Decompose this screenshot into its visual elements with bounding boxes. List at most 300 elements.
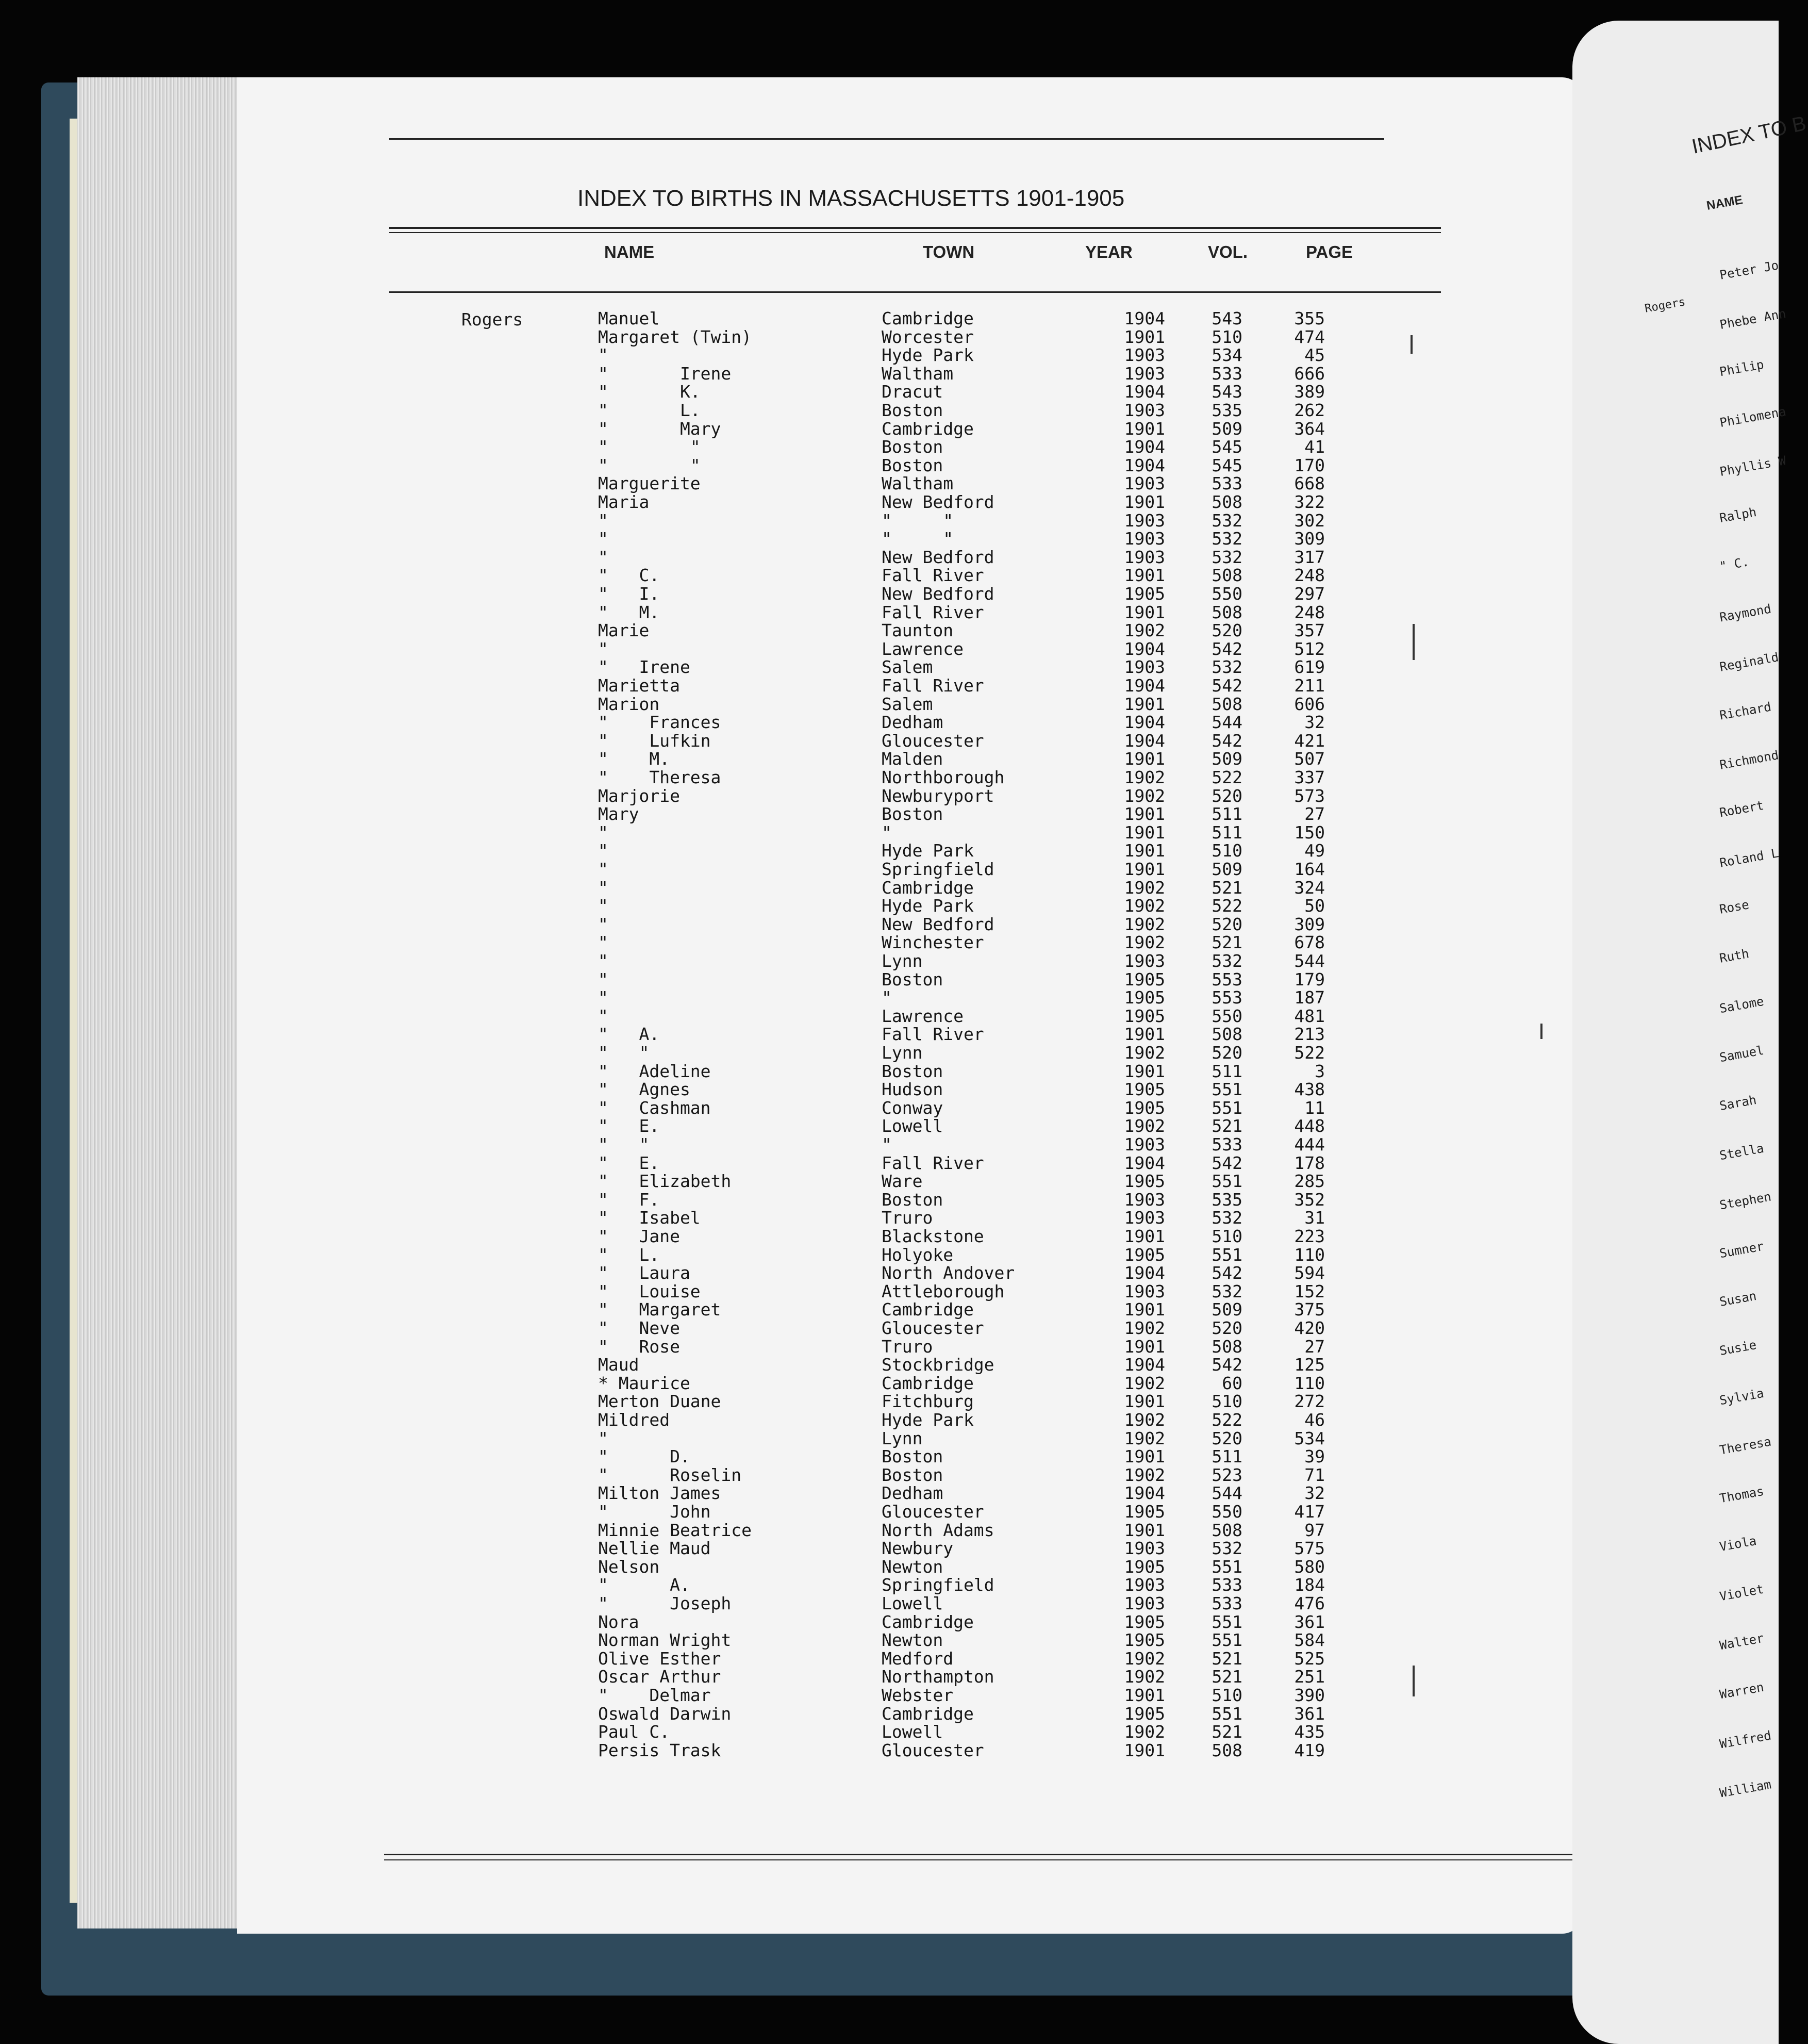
entry-year: 1901: [1124, 749, 1165, 769]
entry-name: " Louise: [598, 1281, 701, 1301]
entry-page: 45: [1304, 345, 1325, 366]
entry-year: 1901: [1124, 1685, 1165, 1705]
entry-town: Holyoke: [882, 1244, 954, 1265]
facing-page-entry: Salome: [1718, 994, 1765, 1016]
entry-year: 1902: [1124, 767, 1165, 787]
table-row: [0, 823, 1779, 842]
entry-year: 1903: [1124, 363, 1165, 384]
entry-town: Newburyport: [882, 785, 994, 806]
entry-name: " Isabel: [598, 1208, 701, 1228]
entry-town: New Bedford: [882, 914, 994, 934]
entry-page: 390: [1294, 1685, 1325, 1705]
entry-page: 152: [1294, 1281, 1325, 1301]
entry-page: 309: [1294, 529, 1325, 549]
entry-vol: 535: [1212, 1189, 1242, 1210]
entry-name: Minnie Beatrice: [598, 1520, 752, 1540]
entry-town: Fall River: [882, 1024, 984, 1045]
entry-page: 187: [1294, 987, 1325, 1008]
facing-page-entry: Reginald: [1718, 650, 1780, 674]
facing-page-entry: Ruth: [1718, 946, 1750, 966]
entry-vol: 511: [1212, 804, 1242, 825]
entry-vol: 542: [1212, 1355, 1242, 1375]
entry-page: 184: [1294, 1575, 1325, 1595]
facing-page-entry: William: [1718, 1777, 1772, 1801]
entry-page: 580: [1294, 1556, 1325, 1577]
table-row: [0, 1558, 1779, 1576]
entry-year: 1903: [1124, 1538, 1165, 1559]
table-row: [0, 1062, 1779, 1081]
entry-vol: 532: [1212, 529, 1242, 549]
entry-vol: 508: [1212, 602, 1242, 622]
entry-name: Maria: [598, 492, 650, 512]
entry-page: 544: [1294, 951, 1325, 971]
entry-name: ": [598, 859, 608, 879]
entry-year: 1905: [1124, 987, 1165, 1008]
entry-page: 41: [1304, 437, 1325, 457]
table-row: [0, 1374, 1779, 1393]
top-rule: [389, 138, 1384, 140]
entry-vol: 545: [1212, 437, 1242, 457]
facing-page-entry: Stella: [1718, 1141, 1765, 1163]
facing-page-entry: Ralph: [1718, 504, 1758, 526]
entry-name: ": [598, 1005, 608, 1026]
entry-name: " ": [598, 1134, 650, 1155]
table-row: [0, 474, 1779, 493]
table-row: [0, 548, 1779, 567]
entry-name: " John: [598, 1502, 711, 1522]
entry-year: 1903: [1124, 473, 1165, 494]
entry-vol: 510: [1212, 326, 1242, 347]
entry-name: Marguerite: [598, 473, 701, 494]
table-row: [0, 1209, 1779, 1227]
entry-page: 448: [1294, 1116, 1325, 1136]
entry-page: 49: [1304, 840, 1325, 861]
table-row: [0, 1594, 1779, 1613]
entry-page: 421: [1294, 730, 1325, 751]
entry-vol: 551: [1212, 1097, 1242, 1118]
entry-town: Hyde Park: [882, 345, 974, 366]
entry-year: 1905: [1124, 1502, 1165, 1522]
entry-year: 1902: [1124, 932, 1165, 953]
entry-year: 1903: [1124, 1134, 1165, 1155]
facing-page-entry: Viola: [1718, 1533, 1758, 1555]
entry-town: Lowell: [882, 1593, 943, 1613]
entry-page: 46: [1304, 1410, 1325, 1430]
entry-page: 525: [1294, 1648, 1325, 1669]
entry-page: 512: [1294, 638, 1325, 659]
entry-year: 1903: [1124, 657, 1165, 678]
margin-mark: [1413, 624, 1415, 660]
entry-town: Salem: [882, 657, 933, 678]
entry-page: 573: [1294, 785, 1325, 806]
entry-town: Lynn: [882, 1428, 923, 1448]
entry-name: * Maurice: [598, 1373, 690, 1393]
entry-vol: 543: [1212, 382, 1242, 402]
entry-vol: 551: [1212, 1703, 1242, 1724]
entry-vol: 522: [1212, 767, 1242, 787]
facing-page-entry: Peter Jo: [1718, 258, 1780, 283]
entry-town: Boston: [882, 804, 943, 825]
entry-vol: 520: [1212, 620, 1242, 641]
entry-year: 1905: [1124, 1079, 1165, 1100]
entry-year: 1901: [1124, 1336, 1165, 1357]
entry-year: 1902: [1124, 1464, 1165, 1485]
entry-name: " A.: [598, 1024, 660, 1045]
entry-name: " I.: [598, 584, 660, 604]
entry-page: 522: [1294, 1043, 1325, 1063]
entry-page: 364: [1294, 418, 1325, 439]
entry-name: Persis Trask: [598, 1740, 721, 1760]
table-row: [0, 1723, 1779, 1741]
entry-vol: 521: [1212, 1648, 1242, 1669]
table-row: [0, 456, 1779, 475]
column-header-name: NAME: [604, 242, 655, 261]
entry-page: 3: [1315, 1061, 1325, 1081]
table-row: [0, 1429, 1779, 1448]
facing-page-entry: Rose: [1718, 897, 1750, 917]
bottom-rule-thin: [384, 1859, 1580, 1860]
table-row: [0, 1686, 1779, 1705]
entry-year: 1901: [1124, 822, 1165, 843]
table-row: [0, 658, 1779, 677]
entry-name: " Adeline: [598, 1061, 711, 1081]
entry-year: 1901: [1124, 1299, 1165, 1320]
entry-page: 32: [1304, 1483, 1325, 1504]
table-row: [0, 1319, 1779, 1338]
entry-name: " Irene: [598, 657, 690, 678]
entry-name: Merton Duane: [598, 1391, 721, 1412]
table-row: [0, 1154, 1779, 1173]
entry-page: 248: [1294, 602, 1325, 622]
entry-vol: 511: [1212, 822, 1242, 843]
entry-town: Blackstone: [882, 1226, 984, 1246]
entry-vol: 508: [1212, 565, 1242, 586]
entry-year: 1903: [1124, 510, 1165, 531]
entry-vol: 509: [1212, 418, 1242, 439]
entry-town: Boston: [882, 969, 943, 990]
table-row: [0, 621, 1779, 640]
table-row: [0, 787, 1779, 805]
entry-year: 1903: [1124, 951, 1165, 971]
entry-town: Boston: [882, 437, 943, 457]
entry-year: 1904: [1124, 1355, 1165, 1375]
entry-year: 1902: [1124, 1667, 1165, 1687]
entry-name: " ": [598, 437, 701, 457]
entry-year: 1902: [1124, 1722, 1165, 1742]
entry-year: 1904: [1124, 455, 1165, 475]
entry-name: " Irene: [598, 363, 732, 384]
entry-page: 355: [1294, 308, 1325, 328]
entry-name: ": [598, 345, 608, 366]
entry-town: Gloucester: [882, 730, 984, 751]
facing-page-entry: Philip: [1718, 357, 1765, 380]
entry-vol: 532: [1212, 1281, 1242, 1301]
facing-page-entry: Warren: [1718, 1679, 1765, 1702]
table-row: [0, 346, 1779, 365]
entry-name: ": [598, 840, 608, 861]
entry-page: 39: [1304, 1446, 1325, 1467]
entry-page: 178: [1294, 1152, 1325, 1173]
table-row: [0, 1521, 1779, 1540]
table-row: [0, 1044, 1779, 1062]
entry-page: 678: [1294, 932, 1325, 953]
table-row: [0, 1080, 1779, 1099]
entry-name: ": [598, 896, 608, 916]
entry-name: " Lufkin: [598, 730, 711, 751]
entry-name: ": [598, 987, 608, 1008]
entry-page: 110: [1294, 1244, 1325, 1265]
entry-town: Springfield: [882, 1575, 994, 1595]
entry-name: Mildred: [598, 1410, 670, 1430]
entry-town: Dracut: [882, 382, 943, 402]
entry-name: " L.: [598, 400, 701, 420]
entry-vol: 550: [1212, 584, 1242, 604]
entry-year: 1901: [1124, 1446, 1165, 1467]
entry-vol: 542: [1212, 675, 1242, 696]
table-row: [0, 1191, 1779, 1209]
facing-page-entry: " C.: [1718, 554, 1750, 574]
entry-name: Oscar Arthur: [598, 1667, 721, 1687]
entry-town: Boston: [882, 1061, 943, 1081]
entry-year: 1903: [1124, 1575, 1165, 1595]
entry-vol: 509: [1212, 859, 1242, 879]
table-row: [0, 601, 1779, 625]
entry-name: " Rose: [598, 1336, 680, 1357]
entry-town: North Adams: [882, 1520, 994, 1540]
table-row: [0, 1135, 1779, 1154]
entry-name: " ": [598, 455, 701, 475]
entry-town: Cambridge: [882, 1373, 974, 1393]
entry-page: 419: [1294, 1740, 1325, 1760]
entry-name: " Neve: [598, 1318, 680, 1338]
entry-vol: 532: [1212, 510, 1242, 531]
facing-page-entry: Philomena: [1718, 404, 1787, 431]
table-row: [0, 1300, 1779, 1319]
entry-page: 606: [1294, 694, 1325, 714]
facing-page-entry: Sumner: [1718, 1239, 1765, 1261]
entry-town: Taunton: [882, 620, 954, 641]
entry-year: 1902: [1124, 914, 1165, 934]
entry-vol: 551: [1212, 1171, 1242, 1192]
facing-page-entry: Richmond: [1718, 748, 1780, 772]
entry-year: 1901: [1124, 1740, 1165, 1760]
entry-vol: 511: [1212, 1061, 1242, 1081]
entry-page: 476: [1294, 1593, 1325, 1613]
facing-page-entry: Wilfred: [1718, 1728, 1772, 1752]
entry-name: " C.: [598, 565, 660, 586]
entry-page: 357: [1294, 620, 1325, 641]
entry-name: " Margaret: [598, 1299, 721, 1320]
entry-page: 223: [1294, 1226, 1325, 1246]
entry-page: 668: [1294, 473, 1325, 494]
entry-name: " E.: [598, 1152, 660, 1173]
entry-town: Cambridge: [882, 1299, 974, 1320]
table-row: [0, 677, 1779, 695]
facing-page-entry: Robert: [1718, 798, 1765, 820]
entry-page: 11: [1304, 1097, 1325, 1118]
table-row: [0, 1650, 1779, 1668]
entry-town: " ": [882, 529, 954, 549]
entry-page: 575: [1294, 1538, 1325, 1559]
entry-town: Cambridge: [882, 308, 974, 328]
entry-year: 1903: [1124, 1189, 1165, 1210]
entry-town: Northborough: [882, 767, 1005, 787]
table-row: [0, 1227, 1779, 1246]
entry-vol: 532: [1212, 657, 1242, 678]
table-row: [0, 768, 1779, 787]
entry-name: ": [598, 877, 608, 898]
entry-year: 1904: [1124, 712, 1165, 733]
facing-page-entry: Theresa: [1718, 1434, 1772, 1458]
entry-year: 1903: [1124, 1281, 1165, 1301]
margin-mark: [1411, 335, 1413, 354]
table-row: [0, 328, 1779, 347]
entry-page: 474: [1294, 326, 1325, 347]
entry-year: 1904: [1124, 1263, 1165, 1283]
entry-page: 435: [1294, 1722, 1325, 1742]
facing-page-entry: Sarah: [1718, 1092, 1758, 1114]
entry-town: Lawrence: [882, 638, 964, 659]
entry-town: Truro: [882, 1336, 933, 1357]
entry-town: Lynn: [882, 1043, 923, 1063]
entry-town: Boston: [882, 400, 943, 420]
table-row: [0, 530, 1779, 548]
entry-year: 1904: [1124, 638, 1165, 659]
entry-year: 1902: [1124, 877, 1165, 898]
entry-year: 1901: [1124, 1226, 1165, 1246]
entry-name: " Cashman: [598, 1097, 711, 1118]
entry-page: 481: [1294, 1005, 1325, 1026]
table-row: [0, 750, 1779, 768]
table-row: [0, 401, 1779, 420]
entry-year: 1903: [1124, 345, 1165, 366]
entry-name: " Theresa: [598, 767, 721, 787]
entry-town: Hyde Park: [882, 1410, 974, 1430]
entry-town: Worcester: [882, 326, 974, 347]
table-row: [0, 566, 1779, 585]
entry-vol: 520: [1212, 785, 1242, 806]
entry-year: 1904: [1124, 1483, 1165, 1504]
entry-name: " K.: [598, 382, 701, 402]
column-header-vol: VOL.: [1208, 242, 1248, 261]
entry-town: Lowell: [882, 1116, 943, 1136]
table-row: [0, 1336, 1779, 1359]
entry-town: Webster: [882, 1685, 954, 1705]
entry-page: 444: [1294, 1134, 1325, 1155]
entry-year: 1905: [1124, 1005, 1165, 1026]
entry-vol: 510: [1212, 1685, 1242, 1705]
entry-name: Paul C.: [598, 1722, 670, 1742]
entry-vol: 508: [1212, 1336, 1242, 1357]
page-title: INDEX TO BIRTHS IN MASSACHUSETTS 1901-1905: [577, 186, 1125, 211]
entry-vol: 551: [1212, 1630, 1242, 1651]
table-row: [0, 585, 1779, 603]
entry-town: Boston: [882, 1446, 943, 1467]
header-rule: [389, 291, 1441, 293]
entry-town: Gloucester: [882, 1740, 984, 1760]
table-row: [0, 1613, 1779, 1631]
entry-town: Waltham: [882, 363, 954, 384]
table-row: [0, 1466, 1779, 1485]
facing-page-entry: Thomas: [1718, 1483, 1765, 1506]
entry-name: " L.: [598, 1244, 660, 1265]
entry-name: " D.: [598, 1446, 690, 1467]
facing-page-entry: Stephen: [1718, 1189, 1772, 1213]
entry-page: 179: [1294, 969, 1325, 990]
entry-town: New Bedford: [882, 492, 994, 512]
entry-town: " ": [882, 510, 954, 531]
entry-town: Boston: [882, 1189, 943, 1210]
entry-page: 285: [1294, 1171, 1325, 1192]
table-row: [0, 952, 1779, 970]
table-row: [0, 640, 1779, 658]
entry-vol: 520: [1212, 1318, 1242, 1338]
entry-page: 666: [1294, 363, 1325, 384]
entry-page: 71: [1304, 1464, 1325, 1485]
entry-vol: 510: [1212, 1226, 1242, 1246]
table-row: [0, 915, 1779, 934]
entry-vol: 532: [1212, 1538, 1242, 1559]
entry-year: 1902: [1124, 785, 1165, 806]
facing-page-entry: Walter: [1718, 1630, 1765, 1653]
entry-vol: 550: [1212, 1502, 1242, 1522]
entry-year: 1902: [1124, 1318, 1165, 1338]
entry-vol: 542: [1212, 730, 1242, 751]
entry-town: Dedham: [882, 712, 943, 733]
entry-page: 125: [1294, 1355, 1325, 1375]
entry-vol: 508: [1212, 492, 1242, 512]
entry-name: Oswald Darwin: [598, 1703, 732, 1724]
entry-town: Fall River: [882, 602, 984, 622]
table-row: [0, 842, 1779, 860]
entry-name: ": [598, 822, 608, 843]
entry-town: Springfield: [882, 859, 994, 879]
entry-town: Fitchburg: [882, 1391, 974, 1412]
table-row: [0, 1264, 1779, 1282]
table-row: [0, 309, 1779, 328]
entry-vol: 542: [1212, 1152, 1242, 1173]
table-row: [0, 1668, 1779, 1686]
entry-name: Nelson: [598, 1556, 660, 1577]
table-row: [0, 713, 1779, 732]
column-header-town: TOWN: [923, 242, 975, 261]
entry-vol: 521: [1212, 1722, 1242, 1742]
table-row: [0, 1411, 1779, 1429]
entry-name: Maud: [598, 1355, 639, 1375]
facing-page-entry: Samuel: [1718, 1043, 1765, 1065]
entry-page: 97: [1304, 1520, 1325, 1540]
entry-page: 248: [1294, 565, 1325, 586]
entry-name: " Mary: [598, 418, 721, 439]
table-row: [0, 420, 1779, 438]
entry-town: Dedham: [882, 1483, 943, 1504]
entry-year: 1902: [1124, 1648, 1165, 1669]
entry-town: Hyde Park: [882, 896, 974, 916]
table-row: [0, 1117, 1779, 1135]
entry-name: " Agnes: [598, 1079, 690, 1100]
entry-name: Mary: [598, 804, 639, 825]
entry-page: 322: [1294, 492, 1325, 512]
entry-name: " E.: [598, 1116, 660, 1136]
entry-town: New Bedford: [882, 547, 994, 567]
entry-year: 1902: [1124, 1428, 1165, 1448]
entry-name: ": [598, 914, 608, 934]
entry-page: 584: [1294, 1630, 1325, 1651]
entry-year: 1904: [1124, 675, 1165, 696]
entry-town: Newton: [882, 1556, 943, 1577]
entry-year: 1901: [1124, 859, 1165, 879]
entry-page: 164: [1294, 859, 1325, 879]
